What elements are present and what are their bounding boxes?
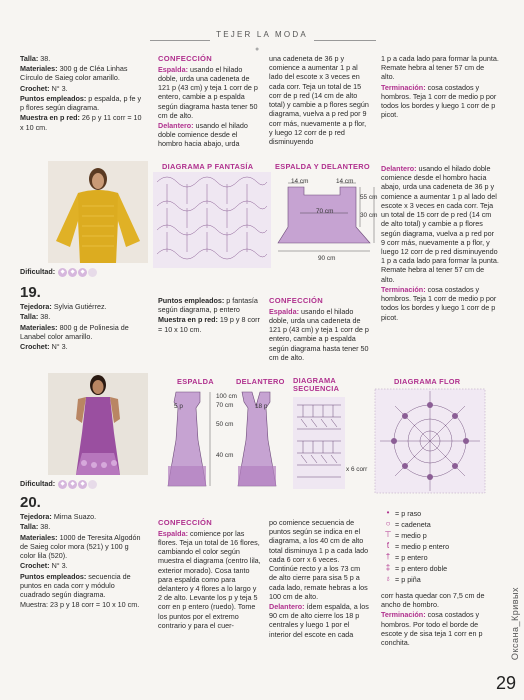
block18-specs: Talla: 38. Materiales: 300 g de Cléa Linhas Círculo de Saieg color amarillo. Crochet: N° 3. Puntos empleados: p espalda, p fe y p flores según diagrama. Muestra en p red: 26 p y 11 corr = 10 x 10 cm. (20, 54, 142, 132)
block19-confeccion: CONFECCIÓN Espalda: usando el hilado doble, urda una cadeneta de 121 p (43 cm) y teja 1 corr de p entero, cambie a p espalda según diagrama hasta tener 50 cm de alto. (269, 296, 369, 362)
legend-symbol: ○ (385, 519, 391, 529)
block20-confeccion-col1: CONFECCIÓN Espalda: comience por las flores. Teja un total de 16 flores, cambiando el color según muestra el diagrama (centro lila, exterior morado). Cosa tanto para espalda como para delantero y 4 flores a lo largo y 2 de alto. Levante los p y teja 5 corr en p entero (ruedo). Tome los puntos por el extremo contrario y para el cuer- (158, 518, 261, 630)
block18-confeccion-col3: 1 p a cada lado para formar la punta. Remate hebra al tener 57 cm de alto. Terminación: cosa costados y hombros. Teja 1 corr de medio p por todos los bordes y luego 1 corr de p picot. (381, 54, 499, 120)
diagram-secuencia (293, 397, 345, 489)
legend-row: ○ = cadeneta (381, 519, 499, 530)
difficulty-dot-2: ◆ (68, 268, 77, 277)
difficulty-dot-2: ◆ (68, 480, 77, 489)
diagram-espalda-delantero-title: ESPALDA Y DELANTERO (275, 162, 370, 171)
header-rule-right (314, 40, 376, 41)
diagram-fantasia-title: DIAGRAMA P FANTASÍA (162, 162, 254, 171)
block19-specs: 19. Tejedora: Sylvia Gutiérrez. Talla: 38. Materiales: 800 g de Polinesia de Lanabel color amarillo. Crochet: N° 3. (20, 284, 129, 352)
difficulty-dot-4 (88, 480, 97, 489)
legend-symbol: ƭ (386, 541, 390, 551)
measure-40cm: 40 cm (216, 452, 234, 459)
model-photo-yellow-top (48, 161, 148, 263)
difficulty-dot-4 (88, 268, 97, 277)
difficulty-dot-1: ◆ (58, 480, 67, 489)
legend-row: ♁ = p piña (381, 574, 499, 585)
diagram-espalda-title: ESPALDA (177, 377, 214, 386)
diagram-secuencia-title: DIAGRAMA SECUENCIA (293, 376, 340, 394)
legend-row: † = p entero (381, 552, 499, 563)
difficulty-dot-1: ◆ (58, 268, 67, 277)
block18-confeccion-col1: CONFECCIÓN Espalda: usando el hilado doble, urda una cadeneta de 121 p (43 cm) y teja 1 corr de p entero, cambie a p espalda según diagrama hasta tener 50 cm de alto. Delantero: usando el hilado doble comience desde el hombro hacia abajo, urda (158, 54, 258, 149)
measure-100cm: 100 cm (216, 393, 237, 400)
block20-specs: 20. Tejedora: Mirna Suazo. Talla: 38. Materiales: 1000 de Teresita Algodón de Saieg color mora (521) y 100 g color lila (520). Crochet: N° 3. Puntos empleados: secuencia de puntos en cada corr y módulo cuadrado según diagrama. Muestra: 23 p y 18 corr = 10 x 10 cm. (20, 494, 141, 610)
legend-row: ƭ = medio p entero (381, 541, 499, 552)
diagram-espalda-delantero (274, 173, 378, 268)
diagram-flor-title: DIAGRAMA FLOR (394, 377, 461, 386)
legend-row: ⊤ = medio p (381, 530, 499, 541)
measure-shoulder-left: 14 cm (291, 178, 309, 185)
difficulty-dot-3: ◆ (78, 268, 87, 277)
difficulty-dot-3: ◆ (78, 480, 87, 489)
measure-shoulder-right: 14 cm (336, 178, 354, 185)
diagram-fantasia (153, 172, 271, 268)
block18-confeccion-col2: una cadeneta de 36 p y comience a aumentar 1 p al lado del escote x 3 veces en cada corr. Teja un total de 15 corr de p red (14 cm de alto total) y cambie a p flores según diagrama, vuelva a p red por 9 corr más, nuevamente a p flor, y luego 12 corr de p red disminuyendo (269, 54, 369, 146)
diagram-flor (373, 387, 487, 495)
legend-symbol: ⊤ (384, 530, 392, 540)
measure-6corr: x 6 corr (346, 466, 368, 473)
legend-symbol: † (385, 552, 391, 562)
watermark: Оксана_Кривых (510, 586, 521, 660)
header-ornament: ● (255, 46, 260, 53)
stitch-legend: • = p raso ○ = cadeneta ⊤ = medio p ƭ = medio p entero † = p entero ‡ = p entero doble ♁ = p piña corr hasta quedar con 7,5 cm de ancho de hombro. Terminación: cosa costados y hombros. Por todo el borde de escote y de sisa teja 1 corr en p conchita. (381, 508, 499, 648)
diagram-delantero-title: DELANTERO (236, 377, 285, 386)
block20-confeccion-col2: po comience secuencia de puntos según se indica en el diagrama, a los 40 cm de alto total disminuya 1 p a cada lado cada 6 corr x 6 veces. Continúe recto y a los 73 cm de alto cierre para sisa 5 p a cada lado, remate hebras a los 100 cm de alto. Delantero: ídem espalda, a los 90 cm de alto cierre los 18 p centrales y luego 1 por el interior del escote en cada (269, 518, 369, 639)
legend-row: • = p raso (381, 508, 499, 519)
measure-50cm: 50 cm (216, 421, 234, 428)
block19-number: 19. (20, 284, 41, 301)
page-header-title: TEJER LA MODA (216, 30, 308, 39)
measure-width-90: 90 cm (318, 255, 336, 262)
measure-18p: 18 p (255, 403, 268, 410)
block20-number: 20. (20, 494, 41, 511)
legend-symbol: ♁ (385, 574, 391, 584)
measure-height-55: 55 cm (360, 194, 378, 201)
legend-symbol: ‡ (385, 563, 391, 573)
measure-70cm: 70 cm (216, 402, 234, 409)
block19-difficulty: Dificultad: ◆ ◆ ◆ (20, 479, 97, 489)
block19-right-text: Delantero: usando el hilado doble comience desde el hombro hacia abajo, urda una cadeneta de 36 p y comience a aumentar 1 p al lado del escote x 3 veces en cada corr. Teja un total de 15 corr de p red (14 cm de alto total) y cambie a p flores según diagrama, vuelva a p red por 9 corr más, nuevamente a p flor, y luego 12 corr de p red disminuyendo 1 p a cada lado para formar la punta. Remate hebra al tener 57 cm de alto. Terminación: cosa costados y hombros. Teja 1 corr de medio p por todos los bordes y luego 1 corr de p picot. (381, 164, 499, 322)
measure-height-30: 30 cm (360, 212, 378, 219)
page-number: 29 (495, 672, 516, 693)
legend-row: ‡ = p entero doble (381, 563, 499, 574)
block19-puntos: Puntos empleados: p fantasía según diagrama, p entero Muestra en p red: 19 p y 8 corr = 10 x 10 cm. (158, 296, 260, 334)
model-photo-purple-dress (48, 373, 148, 475)
measure-5p: 5 p (174, 403, 183, 410)
measure-width-70: 70 cm (316, 208, 334, 215)
block18-difficulty: Dificultad: ◆ ◆ ◆ (20, 267, 97, 277)
legend-symbol: • (386, 508, 390, 518)
